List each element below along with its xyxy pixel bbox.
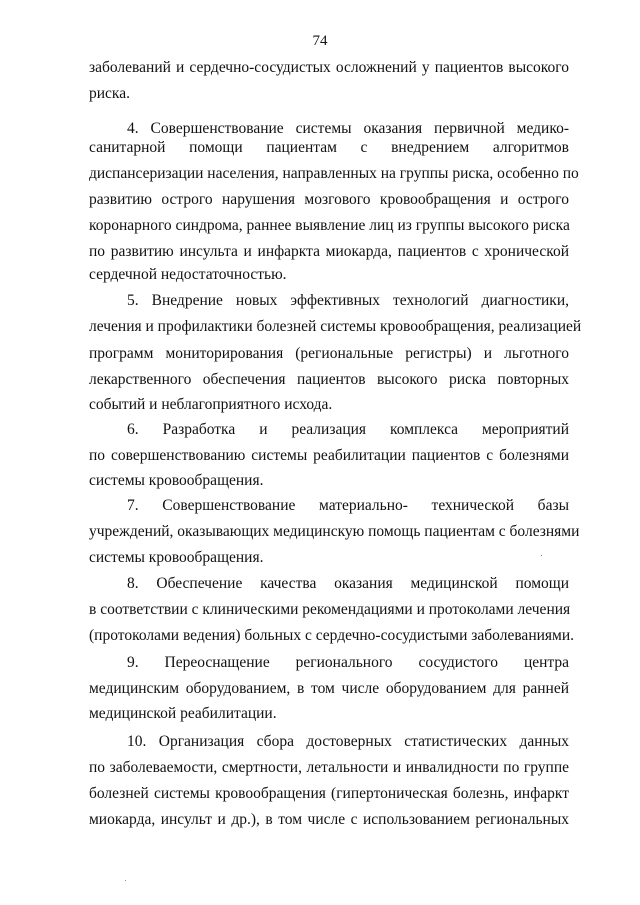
text-line: 7. Совершенствование материально- технической базы <box>127 497 569 514</box>
text-line: заболеваний и сердечно-сосудистых осложнений у пациентов высокого <box>89 59 569 76</box>
text-line: системы кровообращения. <box>89 472 264 489</box>
text-line: в соответствии с клиническими рекомендациями и протоколами лечения <box>89 601 571 618</box>
text-line: медицинским оборудованием, в том числе оборудованием для ранней <box>89 680 569 697</box>
text-line: по развитию инсульта и инфаркта миокарда, пациентов с хронической <box>89 243 569 260</box>
text-line: болезней системы кровообращения (гипертоническая болезнь, инфаркт <box>89 785 569 802</box>
text-line: 6. Разработка и реализация комплекса мероприятий <box>127 421 569 438</box>
text-line: коронарного синдрома, раннее выявление лиц из группы высокого риска <box>89 217 570 234</box>
page-number: 74 <box>312 33 328 49</box>
text-line: 10. Организация сбора достоверных статистических данных <box>127 733 569 750</box>
scan-speck <box>125 880 126 881</box>
text-line: диспансеризации населения, направленных на группы риска, особенно по <box>89 165 579 182</box>
text-line: учреждений, оказывающих медицинскую помощь пациентам с болезнями <box>89 523 580 540</box>
text-line: по заболеваемости, смертности, летальности и инвалидности по группе <box>89 759 569 776</box>
text-line: 9. Переоснащение регионального сосудистого центра <box>127 654 569 671</box>
text-line: лекарственного обеспечения пациентов высокого риска повторных <box>89 371 569 388</box>
text-line: 4. Совершенствование системы оказания первичной медико- <box>127 120 569 137</box>
text-line: 8. Обеспечение качества оказания медицинской помощи <box>127 575 569 592</box>
text-line: событий и неблагоприятного исхода. <box>89 396 333 413</box>
text-line: сердечной недостаточностью. <box>89 266 287 283</box>
text-line: 5. Внедрение новых эффективных технологий диагностики, <box>127 292 569 309</box>
text-line: лечения и профилактики болезней системы кровообращения, реализацией <box>89 318 582 335</box>
text-line: системы кровообращения. <box>89 549 264 566</box>
text-line: медицинской реабилитации. <box>89 705 277 722</box>
text-line: программ мониторирования (региональные регистры) и льготного <box>89 345 569 362</box>
text-line: (протоколами ведения) больных с сердечно-сосудистыми заболеваниями. <box>89 627 575 644</box>
text-line: по совершенствованию системы реабилитации пациентов с болезнями <box>89 447 569 464</box>
text-line: миокарда, инсульт и др.), в том числе с использованием региональных <box>89 811 569 828</box>
scan-speck <box>541 555 542 556</box>
text-line: санитарной помощи пациентам с внедрением алгоритмов <box>89 139 569 156</box>
text-line: риска. <box>89 85 130 102</box>
text-line: развитию острого нарушения мозгового кровообращения и острого <box>89 191 569 208</box>
